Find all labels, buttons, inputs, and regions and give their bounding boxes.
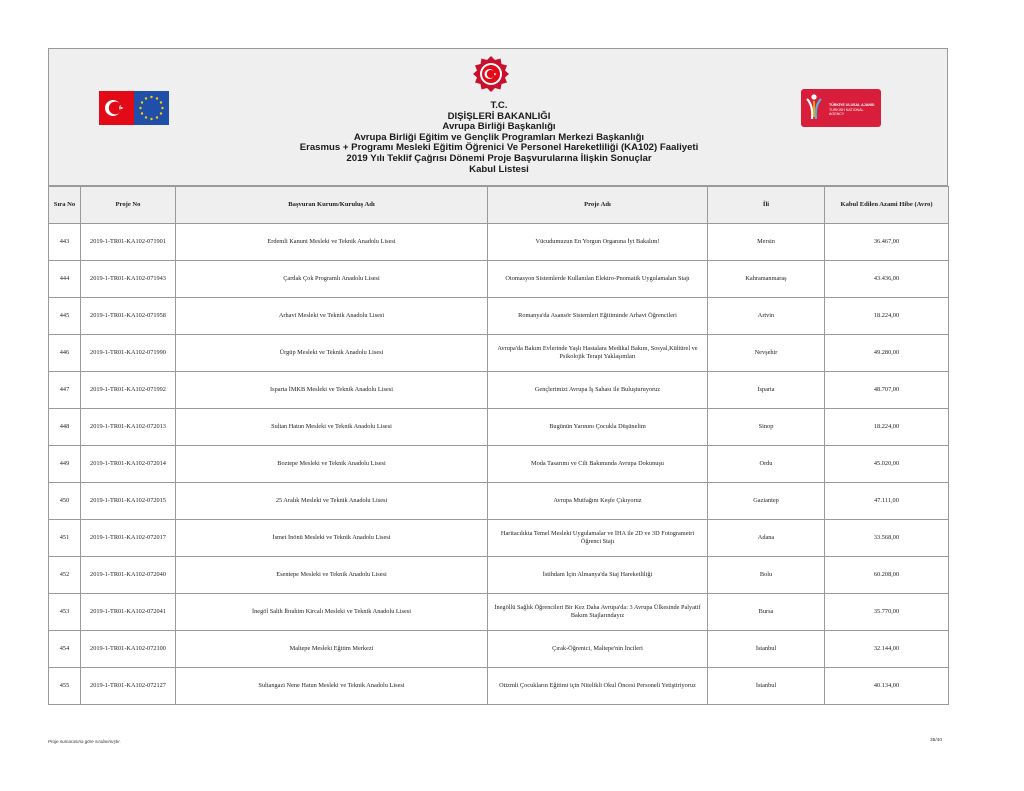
cell-kurum: Esentepe Mesleki ve Teknik Anadolu Lisesi — [176, 557, 488, 594]
cell-proje-adi: Avrupa'da Bakım Evlerinde Yaşlı Hastalara Medikal Bakım, Sosyal,Kültürel ve Psikolojik Terapi Yaklaşımları — [488, 335, 708, 372]
cell-proje-adi: Haritacılıkta Temel Mesleki Uygulamalar ve İHA ile 2D ve 3D Fotogrametri Öğrenci Stajı — [488, 520, 708, 557]
cell-ili: İstanbul — [708, 668, 825, 705]
col-header-ili: İli — [708, 187, 825, 224]
cell-ili: Isparta — [708, 372, 825, 409]
header-line-ministry: DIŞİŞLERİ BAKANLIĞI — [447, 110, 551, 122]
cell-kurum: Sultangazi Nene Hatun Mesleki ve Teknik Anadolu Lisesi — [176, 668, 488, 705]
cell-kurum: Maltepe Mesleki Eğitim Merkezi — [176, 631, 488, 668]
col-header-kurum: Başvuran Kurum/Kuruluş Adı — [176, 187, 488, 224]
ua-logo-text: TÜRKİYE ULUSAL AJANSI — [829, 103, 875, 107]
cell-ili: Ordu — [708, 446, 825, 483]
cell-proje-adi: Bugünün Yarınını Çocukla Düşünelim — [488, 409, 708, 446]
ministry-emblem-icon — [472, 55, 510, 93]
cell-ili: Adana — [708, 520, 825, 557]
cell-kurum: Çardak Çok Programlı Anadolu Lisesi — [176, 261, 488, 298]
cell-ili: Sinop — [708, 409, 825, 446]
cell-hibe: 18.224,00 — [825, 409, 949, 446]
cell-proje-no: 2019-1-TR01-KA102-072100 — [81, 631, 176, 668]
cell-sira-no: 453 — [49, 594, 81, 631]
cell-hibe: 60.208,00 — [825, 557, 949, 594]
cell-sira-no: 451 — [49, 520, 81, 557]
cell-proje-no: 2019-1-TR01-KA102-072017 — [81, 520, 176, 557]
cell-ili: Nevşehir — [708, 335, 825, 372]
cell-hibe: 18.224,00 — [825, 298, 949, 335]
cell-proje-no: 2019-1-TR01-KA102-072040 — [81, 557, 176, 594]
cell-proje-no: 2019-1-TR01-KA102-072015 — [81, 483, 176, 520]
cell-proje-no: 2019-1-TR01-KA102-072013 — [81, 409, 176, 446]
cell-proje-no: 2019-1-TR01-KA102-071990 — [81, 335, 176, 372]
cell-hibe: 48.707,00 — [825, 372, 949, 409]
cell-kurum: Sultan Hatun Mesleki ve Teknik Anadolu Lisesi — [176, 409, 488, 446]
cell-ili: İstanbul — [708, 631, 825, 668]
cell-sira-no: 450 — [49, 483, 81, 520]
cell-hibe: 40.134,00 — [825, 668, 949, 705]
cell-kurum: Isparta İMKB Mesleki ve Teknik Anadolu Lisesi — [176, 372, 488, 409]
ua-logo-subtext: TURKISH NATIONAL AGENCY — [829, 107, 864, 117]
cell-kurum: 25 Aralık Mesleki ve Teknik Anadolu Lisesi — [176, 483, 488, 520]
cell-proje-adi: İstihdam İçin Almanya'da Staj Hareketliliği — [488, 557, 708, 594]
cell-proje-adi: Otizmli Çocukların Eğitimi için Nitelikli Okul Öncesi Personeli Yetiştiriyoruz — [488, 668, 708, 705]
header-line-call: 2019 Yılı Teklif Çağrısı Dönemi Proje Başvurularına İlişkin Sonuçlar — [346, 152, 652, 164]
cell-sira-no: 445 — [49, 298, 81, 335]
table-row — [49, 594, 949, 631]
header-line-center: Avrupa Birliği Eğitim ve Gençlik Programları Merkezi Başkanlığı — [353, 131, 645, 143]
table-row — [49, 261, 949, 298]
header-line-tc: T.C. — [490, 100, 508, 111]
table-row — [49, 668, 949, 705]
table-row — [49, 298, 949, 335]
cell-sira-no: 447 — [49, 372, 81, 409]
table-row — [49, 409, 949, 446]
table-row — [49, 520, 949, 557]
cell-hibe: 33.568,00 — [825, 520, 949, 557]
cell-proje-adi: Çırak-Öğrenici, Maltepe'nin İncileri — [488, 631, 708, 668]
cell-sira-no: 446 — [49, 335, 81, 372]
footer-note: Proje numarasına göre sıralanmıştır. — [48, 739, 121, 744]
col-header-proje-no: Proje No — [81, 187, 176, 224]
table-row — [49, 446, 949, 483]
cell-ili: Artvin — [708, 298, 825, 335]
cell-sira-no: 448 — [49, 409, 81, 446]
cell-kurum: Ürgüp Mesleki ve Teknik Anadolu Lisesi — [176, 335, 488, 372]
header-line-program: Erasmus + Programı Mesleki Eğitim Öğrenici Ve Personel Hareketliliği (KA102) Faaliyeti — [299, 142, 699, 154]
cell-hibe: 32.144,00 — [825, 631, 949, 668]
cell-proje-adi: Vücudumuzun En Yorgun Organına İyi Bakalım! — [488, 224, 708, 261]
cell-proje-no: 2019-1-TR01-KA102-072041 — [81, 594, 176, 631]
cell-proje-no: 2019-1-TR01-KA102-071958 — [81, 298, 176, 335]
cell-hibe: 45.020,00 — [825, 446, 949, 483]
cell-proje-adi: Romanya'da Asansör Sistemleri Eğitiminde Arhavi Öğrencileri — [488, 298, 708, 335]
cell-hibe: 36.467,00 — [825, 224, 949, 261]
table-row — [49, 483, 949, 520]
cell-ili: Bolu — [708, 557, 825, 594]
cell-sira-no: 452 — [49, 557, 81, 594]
header-line-presidency: Avrupa Birliği Başkanlığı — [442, 121, 556, 133]
ua-logo-label — [829, 103, 879, 117]
header-box — [48, 48, 948, 186]
table-row — [49, 224, 949, 261]
cell-sira-no: 454 — [49, 631, 81, 668]
cell-proje-adi: İnegöllü Sağlık Öğrencileri Bir Kez Daha Avrupa'da: 3 Avrupa Ülkesinde Palyatif Bakım Stajlarındayız — [488, 594, 708, 631]
cell-proje-no: 2019-1-TR01-KA102-072127 — [81, 668, 176, 705]
table-row — [49, 372, 949, 409]
cell-hibe: 49.280,00 — [825, 335, 949, 372]
cell-proje-no: 2019-1-TR01-KA102-071943 — [81, 261, 176, 298]
turkey-eu-flag-icon — [99, 91, 169, 125]
cell-hibe: 43.436,00 — [825, 261, 949, 298]
col-header-proje-adi: Proje Adı — [488, 187, 708, 224]
cell-proje-adi: Otomasyon Sistemlerde Kullanılan Elektro-Pnomatik Uygulamaları Stajı — [488, 261, 708, 298]
col-header-sira-no: Sıra No — [49, 187, 81, 224]
cell-kurum: Erdemli Kanuni Mesleki ve Teknik Anadolu Lisesi — [176, 224, 488, 261]
cell-proje-no: 2019-1-TR01-KA102-072014 — [81, 446, 176, 483]
cell-sira-no: 449 — [49, 446, 81, 483]
header-title-block — [249, 101, 749, 175]
cell-kurum: İnegöl Salih İbrahim Kircalı Mesleki ve Teknik Anadolu Lisesi — [176, 594, 488, 631]
table-header-row — [49, 187, 949, 224]
table-row — [49, 631, 949, 668]
table-row — [49, 557, 949, 594]
cell-proje-adi: Avrupa Mutfağını Keşfe Çıkıyoruz — [488, 483, 708, 520]
table-row — [49, 335, 949, 372]
cell-sira-no: 443 — [49, 224, 81, 261]
acceptance-table — [48, 186, 949, 705]
cell-proje-adi: Moda Tasarımı ve Cilt Bakımında Avrupa Dokunuşu — [488, 446, 708, 483]
cell-ili: Bursa — [708, 594, 825, 631]
cell-ili: Kahramanmaraş — [708, 261, 825, 298]
cell-proje-no: 2019-1-TR01-KA102-071901 — [81, 224, 176, 261]
cell-kurum: Boztepe Mesleki ve Teknik Anadolu Lisesi — [176, 446, 488, 483]
page-number: 35/40 — [930, 738, 943, 743]
header-line-list: Kabul Listesi — [469, 163, 529, 175]
cell-kurum: İsmet İnönü Mesleki ve Teknik Anadolu Lisesi — [176, 520, 488, 557]
cell-sira-no: 444 — [49, 261, 81, 298]
cell-proje-adi: Gençlerimizi Avrupa İş Sahası ile Buluşturuyoruz — [488, 372, 708, 409]
cell-sira-no: 455 — [49, 668, 81, 705]
cell-hibe: 35.770,00 — [825, 594, 949, 631]
cell-proje-no: 2019-1-TR01-KA102-071992 — [81, 372, 176, 409]
cell-hibe: 47.111,00 — [825, 483, 949, 520]
cell-ili: Mersin — [708, 224, 825, 261]
cell-kurum: Arhavi Mesleki ve Teknik Anadolu Lisesi — [176, 298, 488, 335]
col-header-hibe: Kabul Edilen Azami Hibe (Avro) — [825, 187, 949, 224]
cell-ili: Gaziantep — [708, 483, 825, 520]
